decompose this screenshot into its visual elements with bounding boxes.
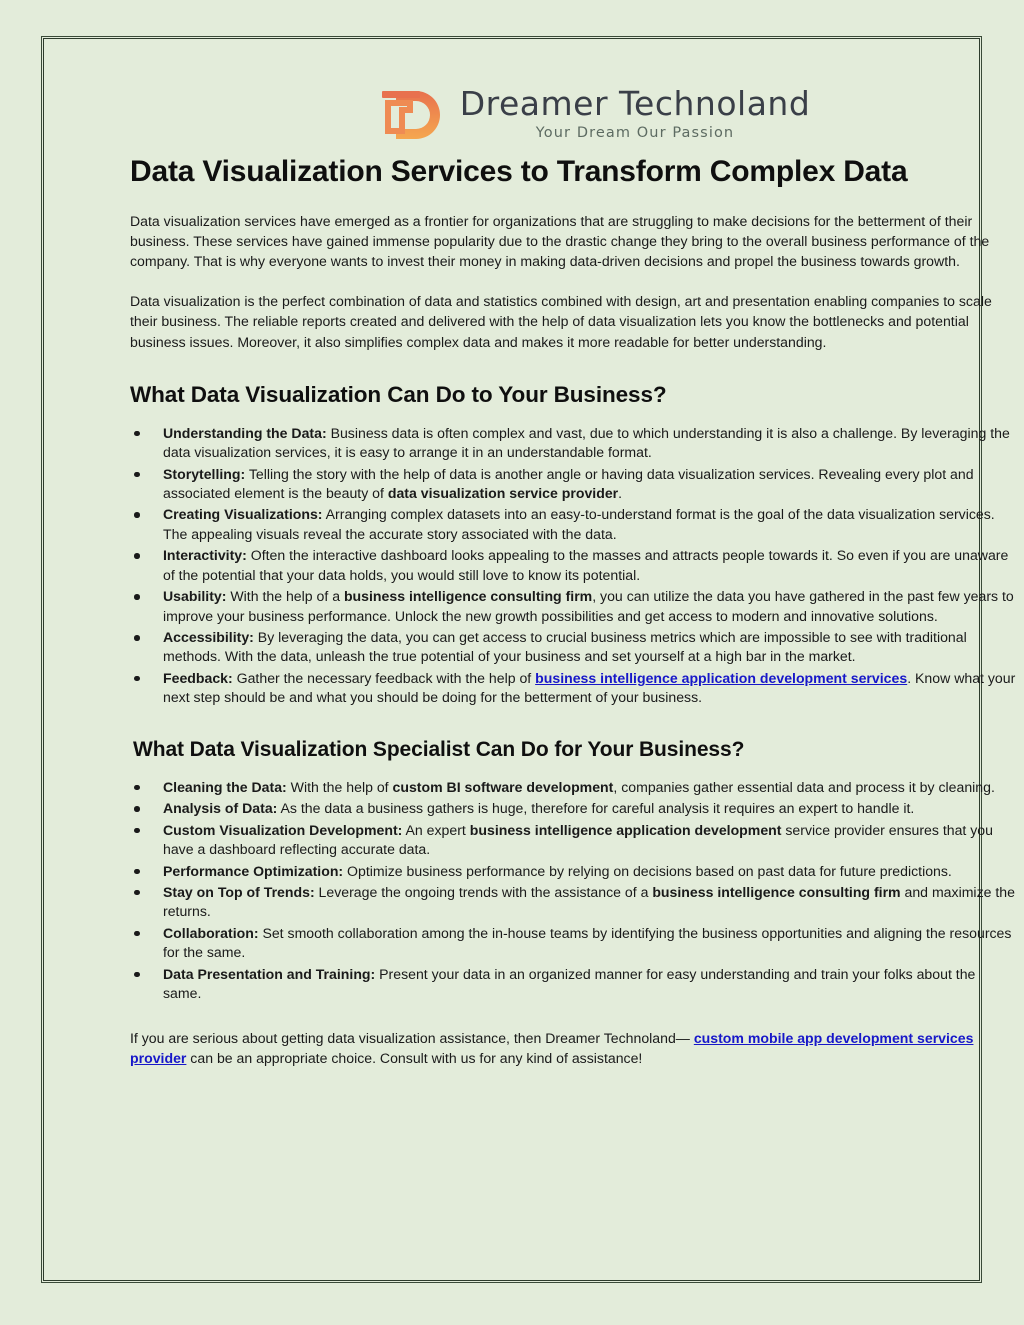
item-lead: Data Presentation and Training: [163,965,376,982]
bullet-dot-icon [134,890,140,896]
list-item [130,862,1016,881]
item-text: Optimize business performance by relying on decisions based on past data for future predictions. [343,862,952,879]
intro-paragraph-2: Data visualization is the perfect combination of data and statistics combined with design, art and presentation enabling companies to scale their business. The reliable reports created and delivered with the help of data visualization lets you know the bottlenecks and potential business issues. Moreover, it also simplifies complex data and makes it more readable for better understanding. [130,293,992,350]
item-text-tail: , companies gather essential data and process it by cleaning. [613,778,995,795]
item-text: Gather the necessary feedback with the help of [232,669,536,686]
bullet-dot-icon [134,972,140,978]
list-item [130,965,1016,1004]
item-text-tail: and maximize the returns. [163,883,1015,920]
item-text-tail: . Know what your next step should be and what you should be doing for the betterment of your business. [163,669,1016,706]
item-lead: Performance Optimization: [163,862,344,879]
closing-text-tail: can be an appropriate choice. Consult with us for any kind of assistance! [186,1049,643,1066]
bullet-dot-icon [134,635,140,641]
list-item [130,628,1016,667]
td-monogram-icon [376,83,450,145]
item-lead: Interactivity: [163,547,247,564]
item-emphasis: business intelligence application development [469,821,782,838]
item-emphasis: custom BI software development [392,778,614,795]
specialist-list [130,778,1016,1004]
list-item [130,821,1016,860]
item-lead: Usability: [163,588,227,605]
item-text-tail: . [618,484,623,501]
bullet-dot-icon [134,785,140,791]
item-emphasis: business intelligence consulting firm [343,588,593,605]
list-item [130,799,1016,818]
bullet-dot-icon [134,676,140,682]
list-item [130,883,1016,922]
item-text-tail: , you can utilize the data you have gathered in the past few years to improve your business performance. Unlock the new growth possibilities and get access to modern and innovative solutions. [163,588,1014,624]
item-text-tail: service provider ensures that you have a dashboard reflecting accurate data. [163,821,993,858]
bullet-dot-icon [134,431,140,437]
document-content [130,83,1016,1068]
company-tagline: Your Dream Our Passion [535,124,735,141]
item-lead: Feedback: [163,669,233,686]
list-item [130,465,1016,504]
item-text: By leveraging the data, you can get access to crucial business metrics which are impossible to see with traditional methods. With the data, unleash the true potential of your business and set yourself at a high bar in the market. [163,629,967,665]
benefits-list [130,424,1016,708]
bullet-dot-icon [134,472,140,478]
item-lead: Accessibility: [163,629,254,646]
bullet-dot-icon [134,594,140,600]
item-lead: Storytelling: [163,465,246,482]
list-item [130,424,1016,463]
list-item [130,924,1016,963]
bullet-dot-icon [134,553,140,559]
bullet-dot-icon [134,869,140,875]
item-lead: Creating Visualizations: [163,506,323,523]
item-text: With the help of a [226,588,344,605]
list-item [130,778,1016,797]
bullet-dot-icon [134,512,140,518]
item-emphasis: business intelligence consulting firm [652,883,901,900]
closing-text-lead: If you are serious about getting data visualization assistance, then Dreamer Technoland— [130,1029,694,1046]
list-item [130,587,1016,626]
custom-mobile-app-development-link[interactable]: custom mobile app development services provider [130,1029,974,1066]
list-item [130,505,1016,544]
list-item [130,546,1016,585]
bullet-dot-icon [134,931,140,937]
list-item [130,669,1016,708]
page-border-frame [41,36,1016,1283]
item-text: Arranging complex datasets into an easy-to-understand format is the goal of the data visualization services. The appealing visuals reveal the accurate story associated with the data. [163,506,995,542]
item-lead: Analysis of Data: [163,800,278,817]
item-text: Often the interactive dashboard looks appealing to the masses and attracts people towards it. So even if you are unaware of the potential that your data holds, you would still love to know its potential. [163,547,1009,583]
item-lead: Custom Visualization Development: [163,821,403,838]
company-logo [170,83,1016,145]
item-lead: Cleaning the Data: [163,778,287,795]
logo-text [459,84,811,141]
section-heading-2: What Data Visualization Specialist Can Do for Your Business? [133,737,745,761]
intro-paragraph-1: Data visualization services have emerged as a frontier for organizations that are struggling to make decisions for the betterment of their business. These services have gained immense popularity due to the drastic change they bring to the overall business performance of the company. That is why everyone wants to invest their money in making data-driven decisions and propel the business towards growth. [130,212,990,270]
item-text: Set smooth collaboration among the in-house teams by identifying the business opportunities and aligning the resources for the same. [163,924,1012,961]
bullet-dot-icon [134,806,140,812]
item-lead: Stay on Top of Trends: [163,883,315,900]
item-text: An expert [402,821,470,838]
closing-paragraph [130,1028,1016,1068]
item-text: Present your data in an organized manner for easy understanding and train your folks about the same. [163,965,976,1002]
item-text: Leverage the ongoing trends with the assistance of a [314,883,653,900]
item-text: Telling the story with the help of data is another angle or having data visualization services. Revealing every plot and associated element is the beauty of [163,465,974,501]
page-title: Data Visualization Services to Transform Complex Data [130,155,908,188]
item-lead: Understanding the Data: [163,424,327,441]
item-emphasis: data visualization service provider [387,484,619,501]
company-name: Dreamer Technoland [459,84,811,124]
item-lead: Collaboration: [163,924,259,941]
section-heading-1: What Data Visualization Can Do to Your Business? [130,381,667,407]
item-text: Business data is often complex and vast, due to which understanding it is also a challenge. By leveraging the data visualization services, it is easy to arrange it in an understandable format. [163,424,1010,461]
item-text: As the data a business gathers is huge, therefore for careful analysis it requires an expert to handle it. [277,800,915,817]
bullet-dot-icon [134,828,140,834]
item-text: With the help of [286,778,393,795]
bi-application-development-link[interactable]: business intelligence application development services [535,669,908,686]
